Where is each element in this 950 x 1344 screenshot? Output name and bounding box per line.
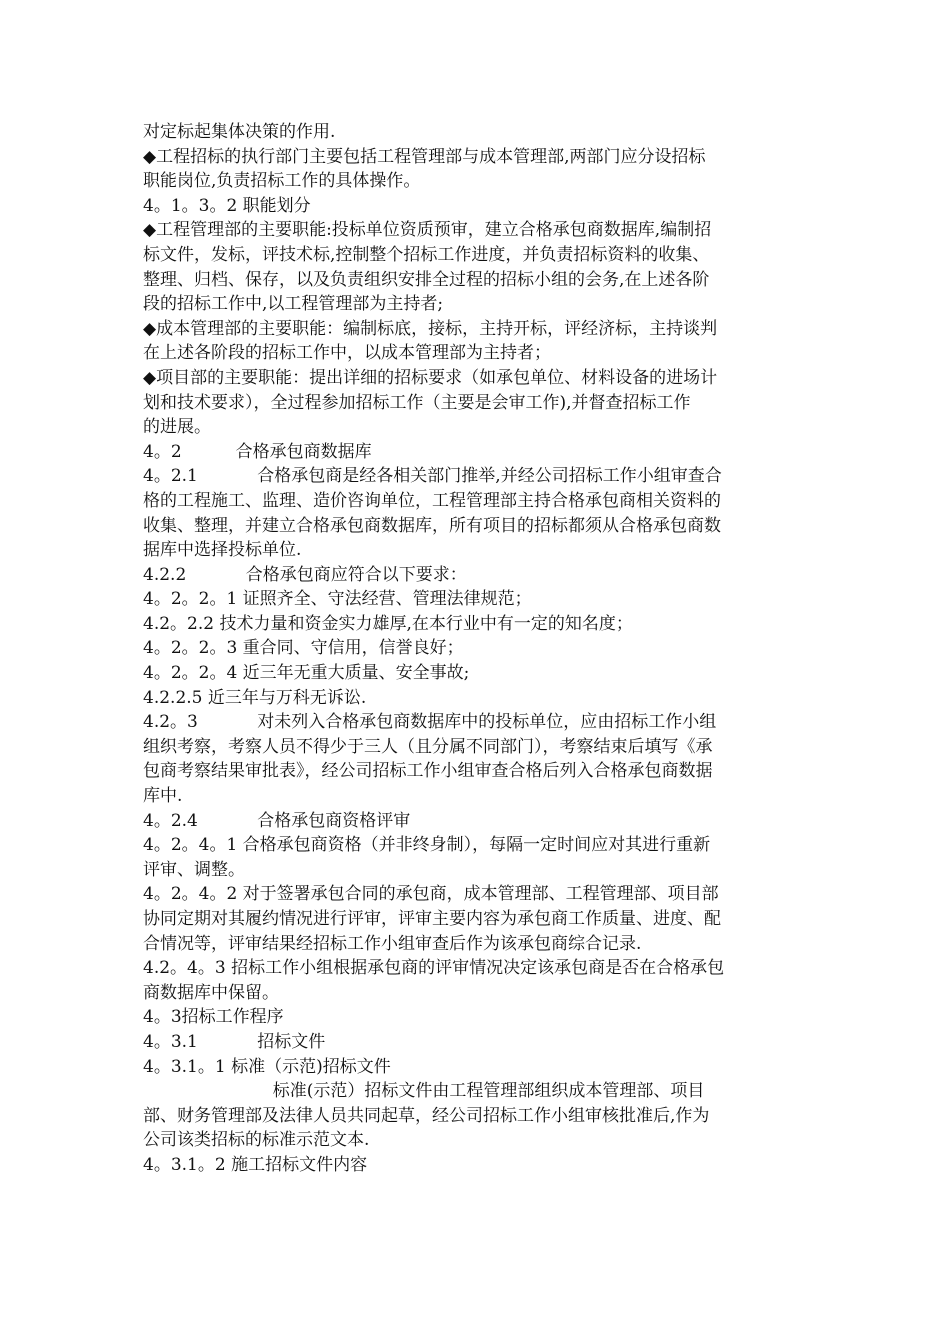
text-line: 对定标起集体决策的作用.	[143, 122, 336, 142]
text-line: 4。2.1 合格承包商是经各相关部门推举,并经公司招标工作小组审查合	[143, 466, 722, 487]
section-heading: 4。2.4 合格承包商资格评审	[143, 810, 411, 831]
text-line: 包商考察结果审批表》，经公司招标工作小组审查合格后列入合格承包商数据	[143, 761, 713, 782]
text-line: 组织考察，考察人员不得少于三人（且分属不同部门），考察结束后填写《承	[143, 736, 713, 757]
text-line: 职能岗位,负责招标工作的具体操作。	[143, 171, 421, 192]
text-line: 4.2.2 合格承包商应符合以下要求：	[143, 564, 467, 585]
text-line: 4。2。4。2 对于签署承包合同的承包商，成本管理部、工程管理部、项目部	[143, 884, 719, 905]
text-line: 库中.	[143, 786, 183, 807]
text-line: 商数据库中保留。	[143, 982, 279, 1003]
text-line: 评审、调整。	[143, 859, 245, 880]
text-line: 在上述各阶段的招标工作中，以成本管理部为主持者；	[143, 343, 551, 364]
text-line: 4.2.2.5 近三年与万科无诉讼.	[143, 687, 367, 708]
text-line: 部、财务管理部及法律人员共同起草，经公司招标工作小组审核批准后,作为	[143, 1105, 710, 1126]
text-line: ◆工程招标的执行部门主要包括工程管理部与成本管理部,两部门应分设招标	[143, 146, 706, 167]
text-line: 格的工程施工、监理、造价咨询单位，工程管理部主持合格承包商相关资料的	[143, 490, 721, 511]
section-heading: 4。3.1 招标文件	[143, 1031, 326, 1052]
text-line: 标文件，发标，评技术标,控制整个招标工作进度，并负责招标资料的收集、	[143, 244, 710, 265]
text-line: 整理、归档、保存，以及负责组织安排全过程的招标小组的会务,在上述各阶	[143, 269, 710, 290]
section-heading: 4。3招标工作程序	[143, 1007, 284, 1028]
section-heading: 4。1。3。2 职能划分	[143, 195, 311, 216]
text-line: 4。2。2。1 证照齐全、守法经营、管理法律规范；	[143, 589, 532, 610]
text-line: 4。2。2。3 重合同、守信用，信誉良好；	[143, 638, 464, 659]
section-heading: 4。3.1。2 施工招标文件内容	[143, 1154, 368, 1175]
text-line: 据库中选择投标单位.	[143, 540, 302, 561]
section-heading: 4。3.1。1 标准（示范)招标文件	[143, 1056, 391, 1077]
section-heading: 4。2 合格承包商数据库	[143, 441, 372, 462]
text-line: 合情况等，评审结果经招标工作小组审查后作为该承包商综合记录.	[143, 933, 642, 954]
text-line: 4.2。2.2 技术力量和资金实力雄厚,在本行业中有一定的知名度；	[143, 613, 633, 634]
text-line: 4.2。3 对未列入合格承包商数据库中的投标单位，应由招标工作小组	[143, 712, 717, 733]
document-body	[143, 120, 803, 1178]
text-line: 公司该类招标的标准示范文本.	[143, 1130, 370, 1151]
text-line: 协同定期对其履约情况进行评审，评审主要内容为承包商工作质量、进度、配	[143, 909, 721, 929]
text-line: 段的招标工作中,以工程管理部为主持者;	[143, 294, 444, 315]
text-line: ◆成本管理部的主要职能：编制标底，接标，主持开标，评经济标，主持谈判	[143, 318, 718, 339]
text-line: ◆项目部的主要职能：提出详细的招标要求（如承包单位、材料设备的进场计	[143, 367, 718, 388]
text-line: 4.2。4。3 招标工作小组根据承包商的评审情况决定该承包商是否在合格承包	[143, 958, 725, 979]
text-line: 标准(示范）招标文件由工程管理部组织成本管理部、项目	[143, 1081, 705, 1102]
text-line: ◆工程管理部的主要职能:投标单位资质预审，建立合格承包商数据库,编制招	[143, 220, 712, 241]
text-line: 4。2。4。1 合格承包商资格（并非终身制），每隔一定时间应对其进行重新	[143, 835, 711, 856]
text-line: 的进展。	[143, 417, 211, 438]
text-line: 划和技术要求），全过程参加招标工作（主要是会审工作),并督查招标工作	[143, 392, 691, 413]
text-line: 4。2。2。4 近三年无重大质量、安全事故;	[143, 663, 470, 684]
text-line: 收集、整理，并建立合格承包商数据库，所有项目的招标都须从合格承包商数	[143, 515, 721, 536]
